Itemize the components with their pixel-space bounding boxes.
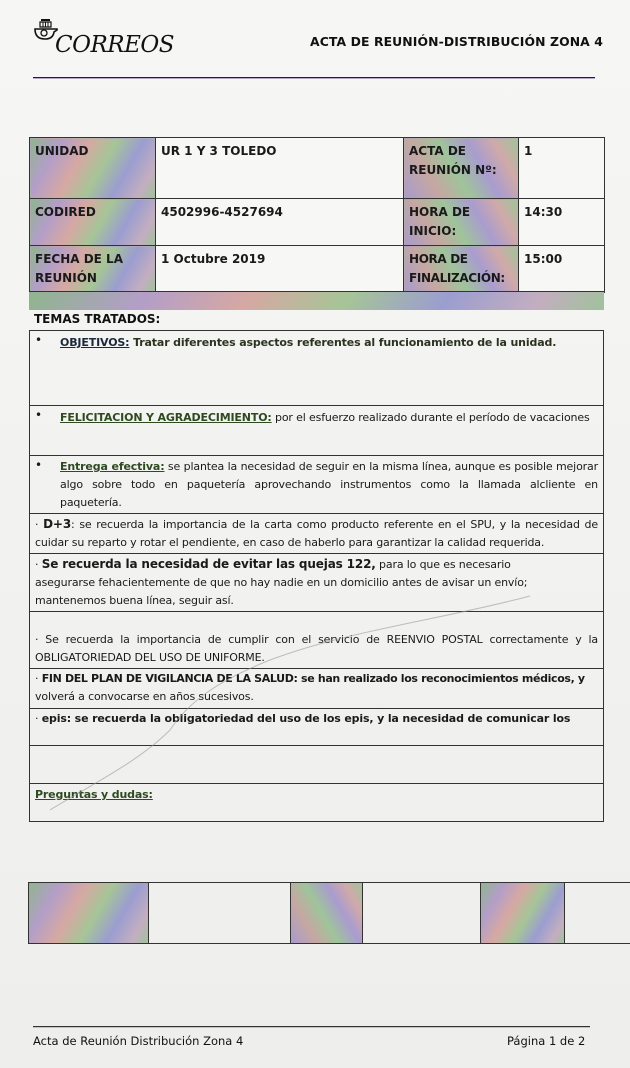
topic-empty-row xyxy=(30,746,603,784)
acta-value: 1 xyxy=(519,138,605,199)
correos-logo xyxy=(33,16,173,58)
dot-icon: · xyxy=(35,672,42,685)
bullet-icon: • xyxy=(35,408,42,422)
strip-square xyxy=(148,883,291,943)
page-number: Página 1 de 2 xyxy=(507,1034,586,1048)
unidad-value: UR 1 Y 3 TOLEDO xyxy=(156,138,404,199)
topic-heading: Se recuerda la necesidad de evitar las quejas 122, xyxy=(41,557,376,571)
hora-inicio-label: HORA DE INICIO: xyxy=(404,199,519,246)
hora-fin-label xyxy=(404,246,519,293)
topic-text: Tratar diferentes aspectos referentes al funcionamiento de la unidad. xyxy=(129,336,557,349)
dot-icon: · xyxy=(35,518,44,531)
topic-entrega-efectiva xyxy=(30,456,603,514)
footer-document-name: Acta de Reunión Distribución Zona 4 xyxy=(33,1034,244,1048)
info-row-fecha xyxy=(30,246,605,293)
strip-square xyxy=(362,883,481,943)
codired-value: 4502996-4527694 xyxy=(156,199,404,246)
acta-label: ACTA DE REUNIÓN Nº: xyxy=(404,138,519,199)
unidad-label: UNIDAD xyxy=(30,138,156,199)
fecha-label: FECHA DE LA REUNIÓN xyxy=(30,246,156,293)
dot-icon: · xyxy=(35,712,42,725)
topic-heading: FIN DEL PLAN DE VIGILANCIA DE LA SALUD: se han realizado los reconocimientos médicos, y xyxy=(41,672,585,685)
topic-d3 xyxy=(30,514,603,554)
topic-objetivos xyxy=(30,331,603,406)
strip-square xyxy=(290,883,363,943)
topic-heading: Entrega efectiva: xyxy=(60,460,165,473)
document-title: ACTA DE REUNIÓN-DISTRIBUCIÓN ZONA 4 xyxy=(310,34,603,49)
topic-text: : se recuerda la importancia de la carta como producto referente en el SPU, y la necesidad de cuidar su reparto y rotar el pendiente, en caso de haberlo para garantizar la calidad requerida. xyxy=(35,518,598,549)
dot-icon: · xyxy=(35,558,42,571)
decorative-band xyxy=(29,291,604,310)
topic-quejas xyxy=(30,554,603,612)
topic-text: por el esfuerzo realizado durante el período de vacaciones xyxy=(271,411,590,424)
footer-divider xyxy=(33,1026,590,1027)
topic-text: volverá a convocarse en años sucesivos. xyxy=(35,690,254,703)
topic-heading: FELICITACION Y AGRADECIMIENTO: xyxy=(60,411,272,424)
questions-row xyxy=(30,784,603,822)
topic-heading: D+3 xyxy=(43,517,72,531)
info-row-unidad xyxy=(30,138,605,199)
strip-square xyxy=(28,883,149,943)
topic-heading: epis: se recuerda la obligatoriedad del uso de los epis, y la necesidad de comunicar los xyxy=(41,712,571,725)
topic-vigilancia-salud xyxy=(30,669,603,709)
questions-label: Preguntas y dudas: xyxy=(35,788,153,801)
meeting-info-table xyxy=(29,137,605,293)
fecha-value: 1 Octubre 2019 xyxy=(156,246,404,293)
topic-heading: OBJETIVOS: xyxy=(60,336,130,349)
strip-square xyxy=(480,883,565,943)
bullet-icon: • xyxy=(35,333,42,347)
topic-epis xyxy=(30,709,603,746)
topic-text: Se recuerda la importancia de cumplir con el servicio de REENVIO POSTAL correctamente y la OBLIGATORIEDAD DEL USO DE UNIFORME. xyxy=(35,633,599,664)
hora-inicio-value: 14:30 xyxy=(519,199,605,246)
dot-icon: · xyxy=(35,633,46,646)
topic-felicitacion xyxy=(30,406,603,456)
hora-fin-label-text: HORA DE FINALIZACIÓN: xyxy=(409,252,505,285)
hora-fin-value: 15:00 xyxy=(519,246,605,293)
codired-label: CODIRED xyxy=(30,199,156,246)
topic-text: para lo que es necesario asegurarse fehacientemente de que no hay nadie en un domicilio antes de avisar un envío; mantenemos buena línea, seguir así. xyxy=(35,558,528,607)
logo-wordmark: CORREOS xyxy=(55,32,174,58)
topic-text: se plantea la necesidad de seguir en la misma línea, aunque es posible mejorar algo sobre todo en paquetería aprovechando instrumentos como la llamada alcliente en paquetería. xyxy=(60,460,598,509)
topics-box xyxy=(29,330,604,822)
info-row-codired xyxy=(30,199,605,246)
bullet-icon: • xyxy=(35,458,42,472)
bottom-decorative-strip xyxy=(28,882,630,944)
topics-title: TEMAS TRATADOS: xyxy=(34,312,161,326)
header-divider xyxy=(33,77,595,78)
strip-square xyxy=(564,883,630,943)
topic-reenvio xyxy=(30,612,603,669)
